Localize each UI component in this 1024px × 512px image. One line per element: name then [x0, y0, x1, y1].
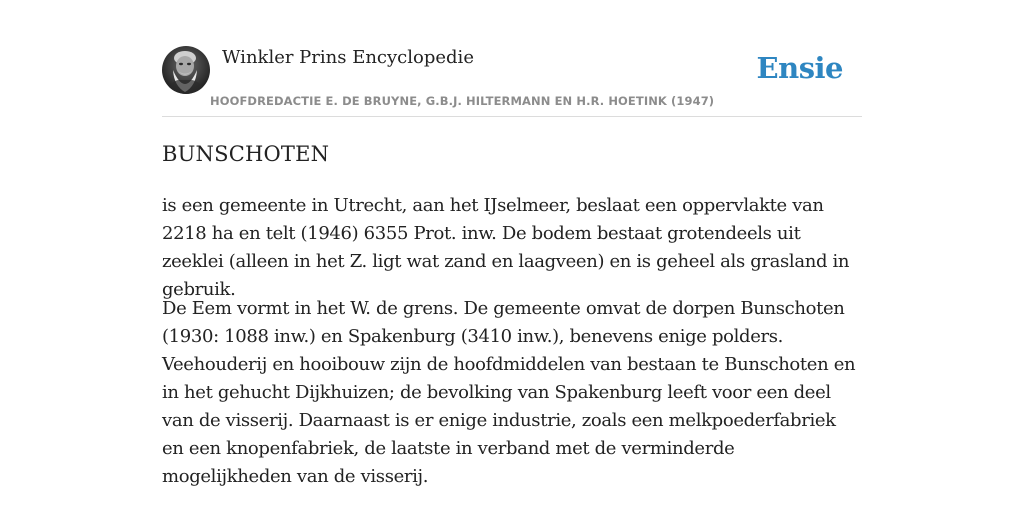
author-portrait-icon: [162, 46, 210, 94]
article-paragraph: is een gemeente in Utrecht, aan het IJselmeer, beslaat een oppervlakte van 2218 ha en telt (1946) 6355 Prot. inw. De bodem bestaat grotendeels uit zeeklei (alleen in het Z. ligt wat zand en laagveen) en is geheel als grasland in gebruik.: [162, 195, 850, 300]
editors-credit: HOOFDREDACTIE E. DE BRUYNE, G.B.J. HILTERMANN EN H.R. HOETINK (1947): [210, 94, 715, 108]
site-title[interactable]: Winkler Prins Encyclopedie: [222, 47, 474, 68]
page-header: [162, 46, 862, 117]
article-paragraph: De Eem vormt in het W. de grens. De gemeente omvat de dorpen Bunschoten (1930: 1088 inw.) en Spakenburg (3410 inw.), benevens enige polders. Veehouderij en hooibouw zijn de hoofdmiddelen van bestaan te Bunschoten en in het gehucht Dijkhuizen; de bevolking van Spakenburg leeft voor een deel van de visserij. Daarnaast is er enige industrie, zoals een melkpoederfabriek en een knopenfabriek, de laatste in verband met de verminderde mogelijkheden van de visserij.: [162, 298, 856, 487]
article-title: BUNSCHOTEN: [162, 142, 330, 166]
ensie-logo-link[interactable]: Ensie: [756, 51, 843, 85]
